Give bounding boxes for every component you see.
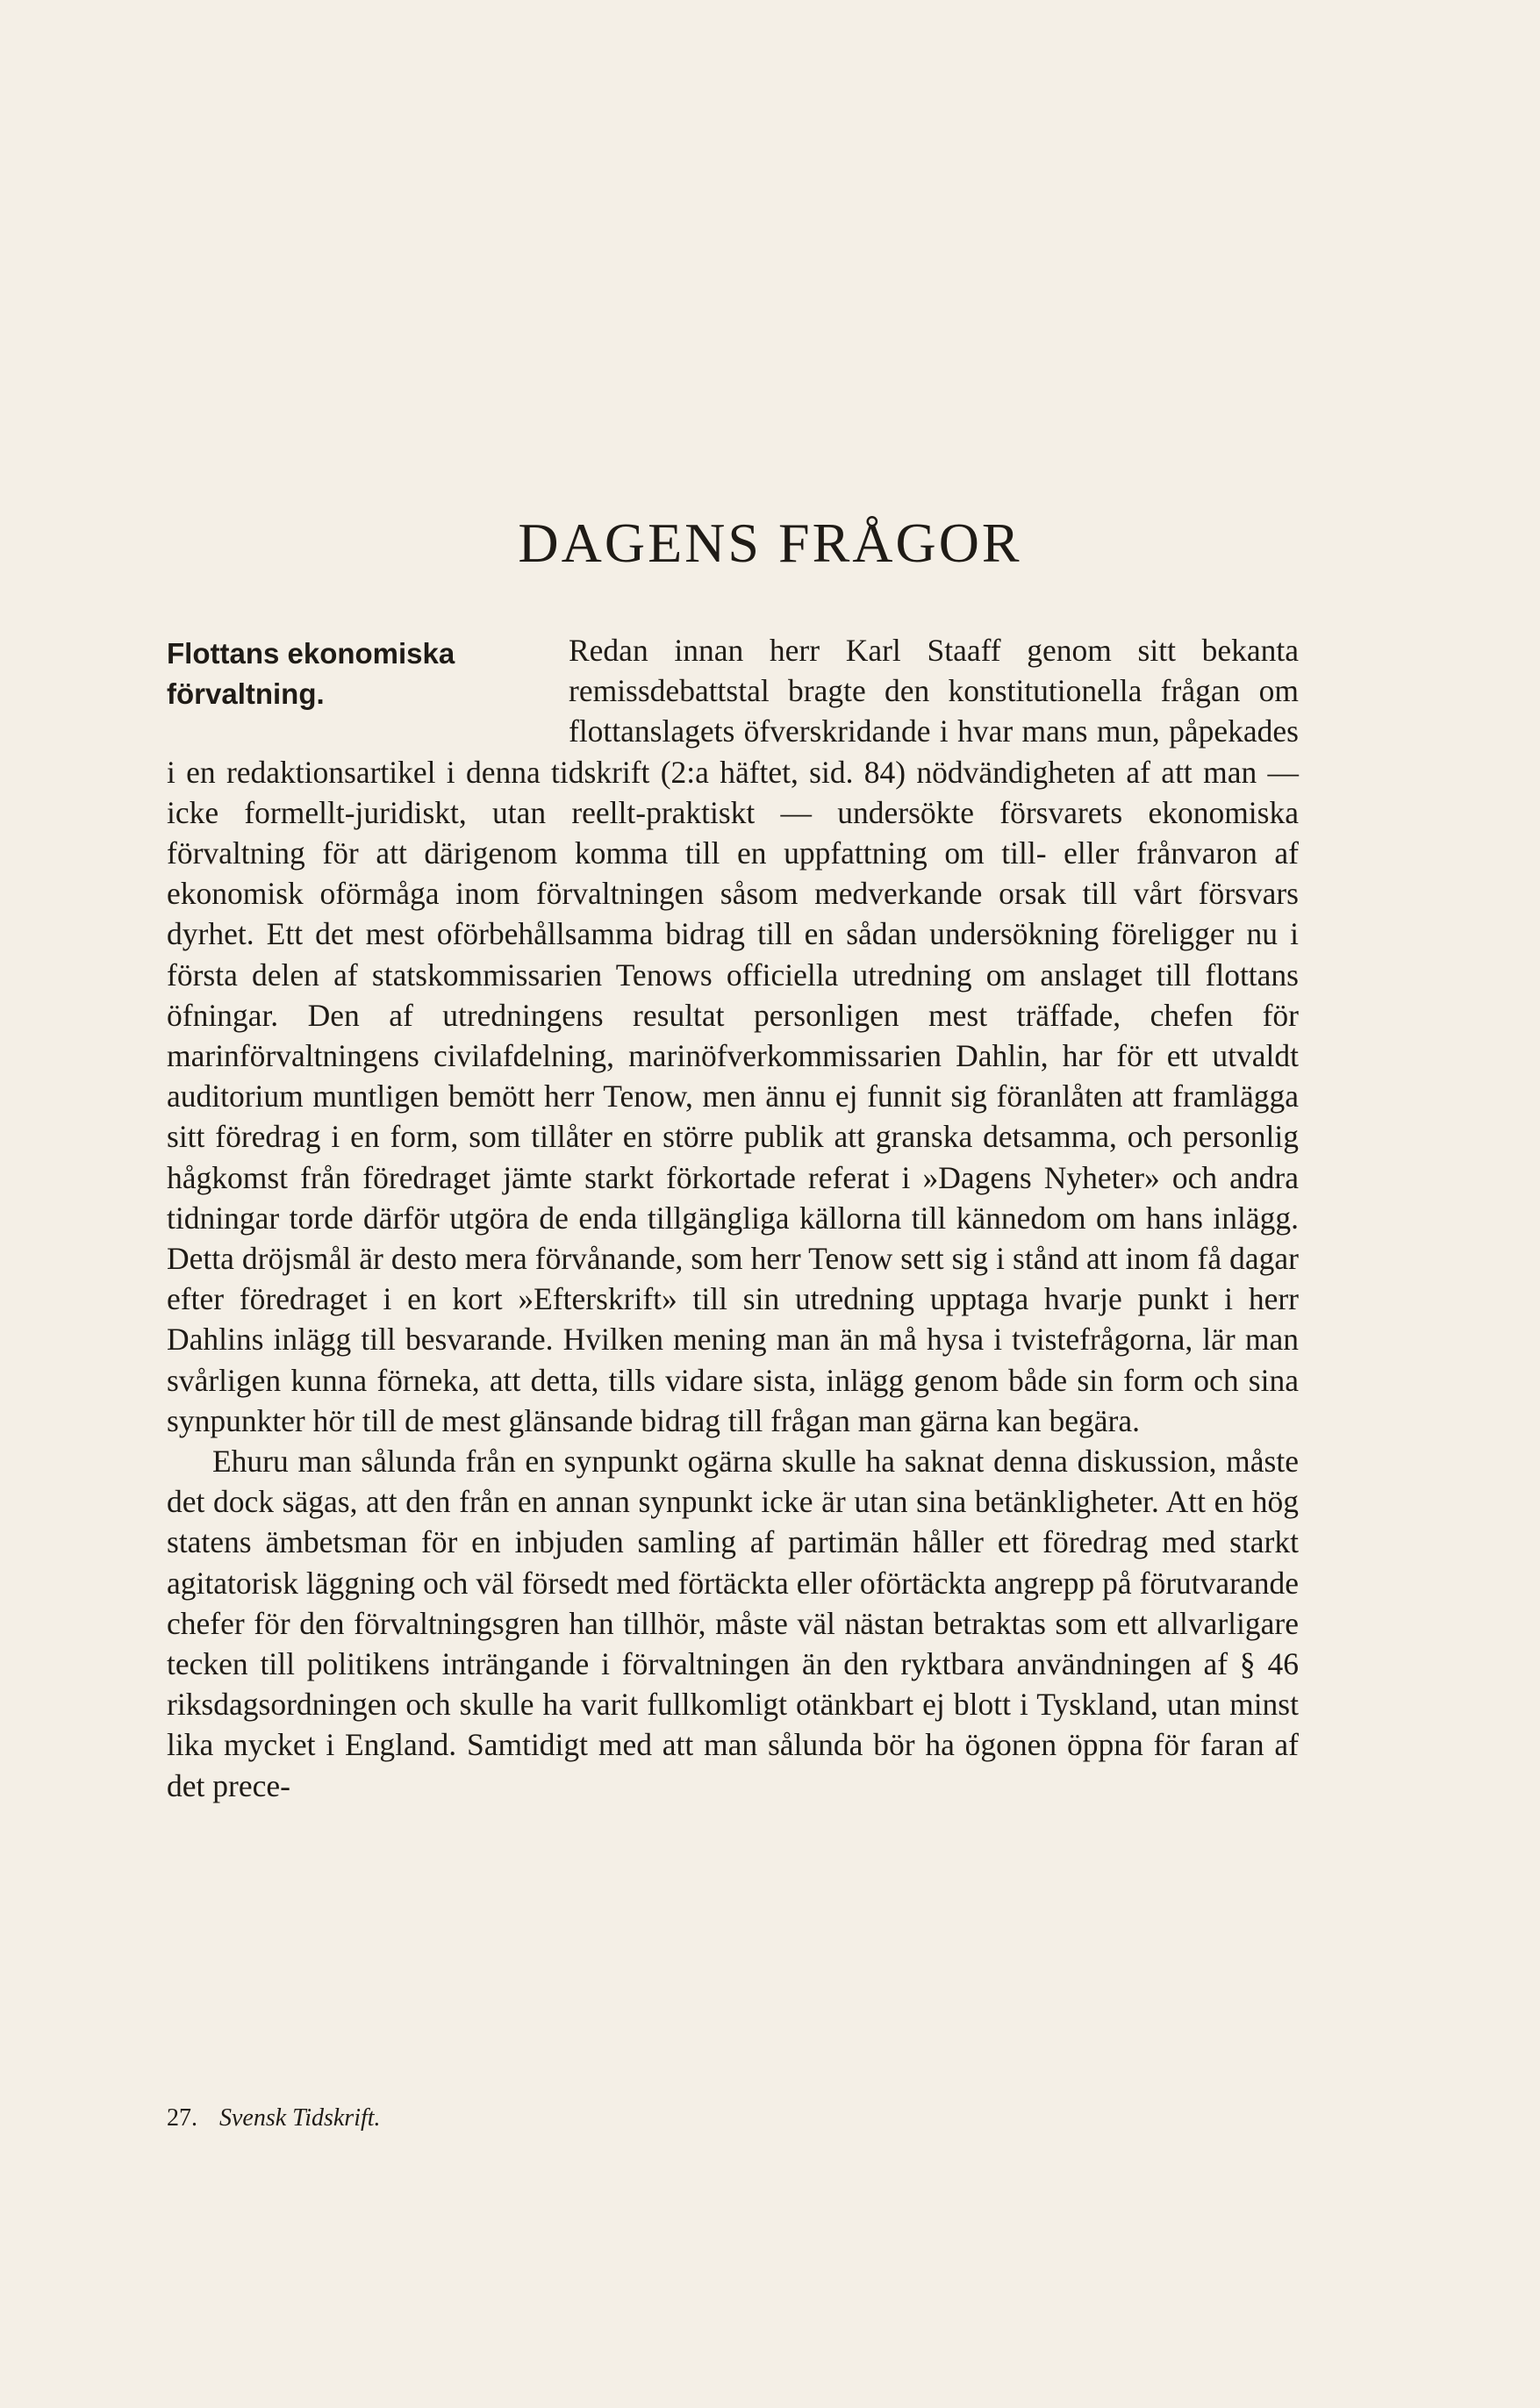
side-heading [167, 634, 544, 714]
paragraph-2: Ehuru man sålunda från en synpunkt ogärna skulle ha saknat denna diskussion, måste det dock sägas, att den från en annan synpunkt icke är utan sina betänkligheter. Att en hög statens ämbetsman för en inbjuden samling af partimän håller ett föredrag med starkt agitatorisk läggning och väl försedt med förtäckta eller oförtäckta angrepp på förutvarande chefer för den förvaltningsgren han tillhör, måste väl nästan betraktas som ett allvarligare tecken till politikens inträngande i förvaltningen än den ryktbara användningen af § 46 riksdagsordningen och skulle ha varit fullkomligt otänkbart ej blott i Tyskland, utan minst lika mycket i England. Samtidigt med att man sålunda bör ha ögonen öppna för faran af det prece- [167, 1444, 1299, 1803]
page-number: 27. [167, 2104, 197, 2132]
article-body [167, 630, 1299, 1806]
page-title: DAGENS FRÅGOR [518, 512, 1022, 574]
paragraph-1: Redan innan herr Karl Staaff genom sitt bekanta remissdebattstal bragte den konstitutionella frågan om flottanslagets öfverskridande i hvar mans mun, påpekades i en redaktionsartikel i denna tidskrift (2:a häftet, sid. 84) nödvändigheten af att man — icke formellt-juridiskt, utan reellt-praktiskt — undersökte försvarets ekonomiska förvaltning för att därigenom komma till en uppfattning om till- eller frånvaron af ekonomisk oförmåga inom förvaltningen såsom medverkande orsak till vårt försvars dyrhet. Ett det mest oförbehållsamma bidrag till en sådan undersökning föreligger nu i första delen af statskommissarien Tenows officiella utredning om anslaget till flottans öfningar. Den af utredningens resultat personligen mest träffade, chefen för marinförvaltningens civilafdelning, marinöfverkommissarien Dahlin, har för ett utvaldt auditorium muntligen bemött herr Tenow, men ännu ej funnit sig föranlåten att framlägga sitt föredrag i en form, som tillåter en större publik att granska detsamma, och personlig hågkomst från föredraget jämte starkt förkortade referat i »Dagens Nyheter» och andra tidningar torde därför utgöra de enda tillgängliga källorna till kännedom om hans inlägg. Detta dröjsmål är desto mera förvånande, som herr Tenow sett sig i stånd att inom få dagar efter föredraget i en kort »Efterskrift» till sin utredning upptaga hvarje punkt i herr Dahlins inlägg till besvarande. Hvilken mening man än må hysa i tvistefrågorna, lär man svårligen kunna förneka, att detta, tills vidare sista, inlägg genom både sin form och sina synpunkter hör till de mest glänsande bidrag till frågan man gärna kan begära. [167, 633, 1299, 1438]
side-heading-line-2: förvaltning. [167, 677, 325, 711]
side-heading-line-1: Flottans ekonomiska [167, 637, 455, 670]
page-footer [167, 2104, 381, 2132]
journal-name: Svensk Tidskrift. [219, 2104, 381, 2132]
